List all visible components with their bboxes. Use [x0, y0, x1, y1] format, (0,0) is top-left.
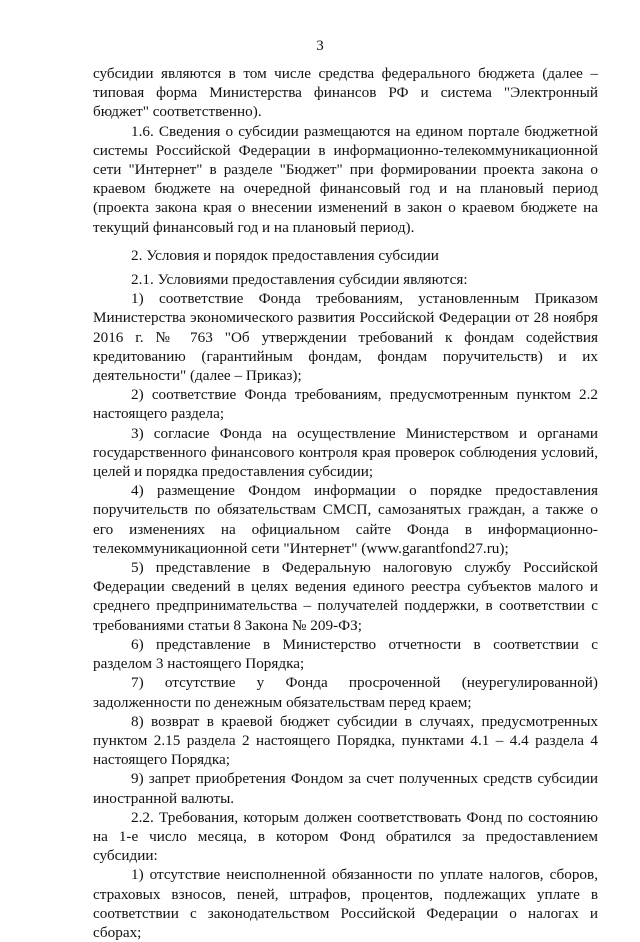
document-body: [93, 64, 598, 942]
list-item-8: 8) возврат в краевой бюджет субсидии в случаях, предусмотренных пунктом 2.15 раздела 2 настоящего Порядка, пунктами 4.1 – 4.4 раздела 4 настоящего Порядка;: [93, 712, 598, 769]
section-heading: 2. Условия и порядок предоставления субсидии: [131, 246, 439, 264]
list-item-4: 4) размещение Фондом информации о порядке предоставления поручительств по обязательствам СМСП, самозанятых граждан, а также о его изменениях на официальном сайте Фонда в информационно-телекоммуникационной сети "Интернет" (www.garantfond27.ru);: [93, 482, 598, 557]
list-item-3: 3) согласие Фонда на осуществление Министерством и органами государственного финансового контроля края проверок соблюдения условий, целей и порядка предоставления субсидии;: [93, 424, 598, 481]
list-item-2: 2) соответствие Фонда требованиям, предусмотренным пунктом 2.2 настоящего раздела;: [93, 386, 598, 423]
paragraph-1: субсидии являются в том числе средства федерального бюджета (далее – типовая форма Министерства финансов РФ и система "Электронный бюджет" соответственно).: [93, 65, 598, 121]
list-item-5: 5) представление в Федеральную налоговую службу Российской Федерации сведений в целях ведения единого реестра субъектов малого и среднего предпринимательства – получателей поддержки, в соответствии с требованиями статьи 8 Закона № 209-ФЗ;: [93, 559, 598, 634]
requirement-item-1: 1) отсутствие неисполненной обязанности по уплате налогов, сборов, страховых взносов, пеней, штрафов, процентов, подлежащих уплате в соответствии с законодательством Российской Федерации о налогах и сборах;: [93, 866, 598, 941]
list-item-6: 6) представление в Министерство отчетности в соответствии с разделом 3 настоящего Порядка;: [93, 635, 598, 673]
paragraph-1-6: 1.6. Сведения о субсидии размещаются на едином портале бюджетной системы Российской Федерации в информационно-телекоммуникационной сети "Интернет" в разделе "Бюджет" при формировании проекта закона о краевом бюджете на очередной финансовый год и на плановый период (проекта закона края о внесении изменений в закон о краевом бюджете на текущий финансовый год и на плановый период).: [93, 122, 598, 236]
paragraph-2-1: 2.1. Условиями предоставления субсидии являются:: [131, 271, 468, 289]
list-item-1: 1) соответствие Фонда требованиям, установленным Приказом Министерства экономического развития Российской Федерации от 28 ноября 2016 г. № 763 "Об утверждении требований к фондам содействия кредитованию (гарантийным фондам, фондам поручительств) и их деятельности" (далее – Приказ);: [93, 290, 598, 385]
list-item-7: 7) отсутствие у Фонда просроченной (неурегулированной) задолженности по денежным обязательствам перед краем;: [93, 674, 598, 711]
page-number: 3: [316, 38, 324, 54]
paragraph-2-2: 2.2. Требования, которым должен соответствовать Фонд по состоянию на 1-е число месяца, в котором Фонд обратился за предоставлением субсидии:: [93, 808, 598, 865]
list-item-9: 9) запрет приобретения Фондом за счет полученных средств субсидии иностранной валюты.: [93, 770, 598, 807]
